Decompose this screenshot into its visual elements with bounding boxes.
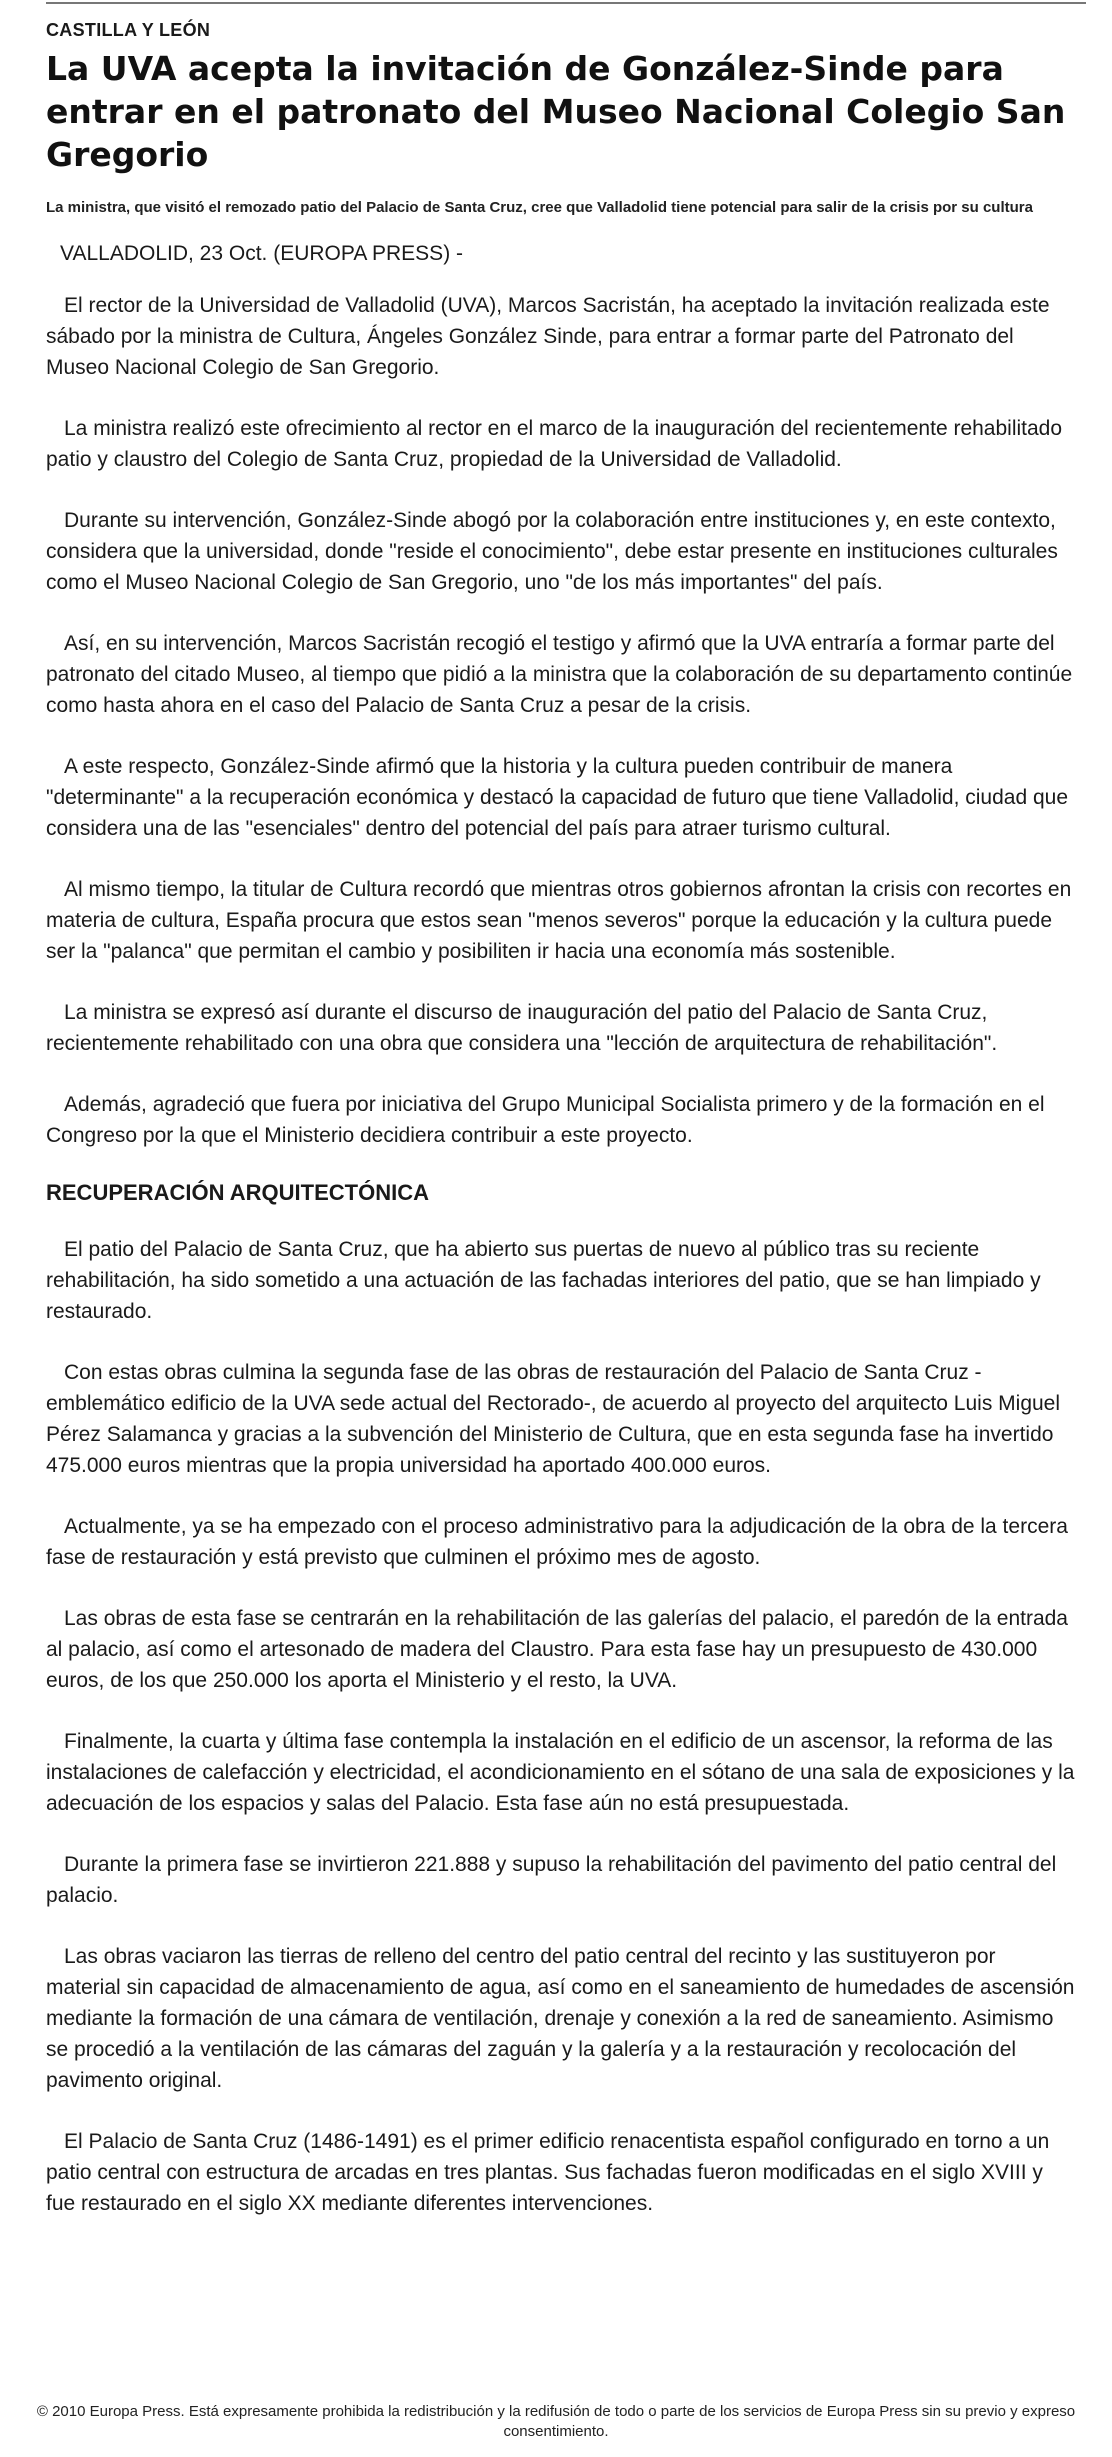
- section-label: CASTILLA Y LEÓN: [46, 20, 211, 40]
- copyright-footer: © 2010 Europa Press. Está expresamente prohibida la redistribución y la redifusión de todo o parte de los servicios de Europa Press sin su previo y expreso consentimiento.: [36, 2403, 1076, 2440]
- headline: La UVA acepta la invitación de González-Sinde para entrar en el patronato del Museo Nacional Colegio San Gregorio: [46, 49, 1066, 174]
- paragraph: El rector de la Universidad de Valladolid (UVA), Marcos Sacristán, ha aceptado la invitación realizada este sábado por la ministra de Cultura, Ángeles González Sinde, para entrar a formar parte del Patronato del Museo Nacional Colegio de San Gregorio.: [46, 294, 1050, 379]
- paragraph: El Palacio de Santa Cruz (1486-1491) es el primer edificio renacentista español configurado en torno a un patio central con estructura de arcadas en tres plantas. Sus fachadas fueron modificadas en el siglo XVIII y fue restaurado en el siglo XX mediante diferentes intervenciones.: [46, 2130, 1050, 2215]
- dateline: VALLADOLID, 23 Oct. (EUROPA PRESS) -: [60, 242, 464, 265]
- paragraph: La ministra realizó este ofrecimiento al rector en el marco de la inauguración del recientemente rehabilitado patio y claustro del Colegio de Santa Cruz, propiedad de la Universidad de Valladolid.: [46, 417, 1063, 471]
- paragraph: A este respecto, González-Sinde afirmó que la historia y la cultura pueden contribuir de manera "determinante" a la recuperación económica y destacó la capacidad de futuro que tiene Valladolid, ciudad que considera una de las "esenciales" dentro del potencial del país para atraer turismo cultural.: [46, 755, 1069, 840]
- section-heading: RECUPERACIÓN ARQUITECTÓNICA: [46, 1180, 429, 1205]
- paragraph: Así, en su intervención, Marcos Sacristán recogió el testigo y afirmó que la UVA entraría a formar parte del patronato del citado Museo, al tiempo que pidió a la ministra que la colaboración de su departamento continúe como hasta ahora en el caso del Palacio de Santa Cruz a pesar de la crisis.: [46, 632, 1073, 717]
- paragraph: Actualmente, ya se ha empezado con el proceso administrativo para la adjudicación de la obra de la tercera fase de restauración y está previsto que culminen el próximo mes de agosto.: [46, 1515, 1068, 1569]
- paragraph: La ministra se expresó así durante el discurso de inauguración del patio del Palacio de Santa Cruz, recientemente rehabilitado con una obra que considera una "lección de arquitectura de rehabilitación".: [46, 1001, 998, 1055]
- subheadline: La ministra, que visitó el remozado patio del Palacio de Santa Cruz, cree que Valladolid tiene potencial para salir de la crisis por su cultura: [46, 199, 1033, 216]
- paragraph: Además, agradeció que fuera por iniciativa del Grupo Municipal Socialista primero y de la formación en el Congreso por la que el Ministerio decidiera contribuir a este proyecto.: [46, 1093, 1045, 1147]
- article-body: [46, 290, 1076, 2219]
- paragraph: Durante su intervención, González-Sinde abogó por la colaboración entre instituciones y, en este contexto, considera que la universidad, donde "reside el conocimiento", debe estar presente en instituciones culturales como el Museo Nacional Colegio de San Gregorio, uno "de los más importantes" del país.: [46, 509, 1058, 594]
- paragraph: Las obras de esta fase se centrarán en la rehabilitación de las galerías del palacio, el paredón de la entrada al palacio, así como el artesonado de madera del Claustro. Para esta fase hay un presupuesto de 430.000 euros, de los que 250.000 los aporta el Ministerio y el resto, la UVA.: [46, 1607, 1068, 1692]
- article: [46, 18, 1076, 2249]
- paragraph: El patio del Palacio de Santa Cruz, que ha abierto sus puertas de nuevo al público tras su reciente rehabilitación, ha sido sometido a una actuación de las fachadas interiores del patio, que se han limpiado y restaurado.: [46, 1238, 1041, 1323]
- paragraph: Las obras vaciaron las tierras de relleno del centro del patio central del recinto y las sustituyeron por material sin capacidad de almacenamiento de agua, así como en el saneamiento de humedades de ascensión mediante la formación de una cámara de ventilación, drenaje y conexión a la red de saneamiento. Asimismo se procedió a la ventilación de las cámaras del zaguán y la galería y a la restauración y recolocación del pavimento original.: [46, 1945, 1075, 2092]
- paragraph: Con estas obras culmina la segunda fase de las obras de restauración del Palacio de Santa Cruz -emblemático edificio de la UVA sede actual del Rectorado-, de acuerdo al proyecto del arquitecto Luis Miguel Pérez Salamanca y gracias a la subvención del Ministerio de Cultura, que en esta segunda fase ha invertido 475.000 euros mientras que la propia universidad ha aportado 400.000 euros.: [46, 1361, 1061, 1477]
- top-rule: [46, 2, 1086, 4]
- paragraph: Durante la primera fase se invirtieron 221.888 y supuso la rehabilitación del pavimento del patio central del palacio.: [46, 1853, 1057, 1907]
- paragraph: Al mismo tiempo, la titular de Cultura recordó que mientras otros gobiernos afrontan la crisis con recortes en materia de cultura, España procura que estos sean "menos severos" porque la educación y la cultura puede ser la "palanca" que permitan el cambio y posibiliten ir hacia una economía más sostenible.: [46, 878, 1072, 963]
- paragraph: Finalmente, la cuarta y última fase contempla la instalación en el edificio de un ascensor, la reforma de las instalaciones de calefacción y electricidad, el acondicionamiento en el sótano de una sala de exposiciones y la adecuación de los espacios y salas del Palacio. Esta fase aún no está presupuestada.: [46, 1730, 1075, 1815]
